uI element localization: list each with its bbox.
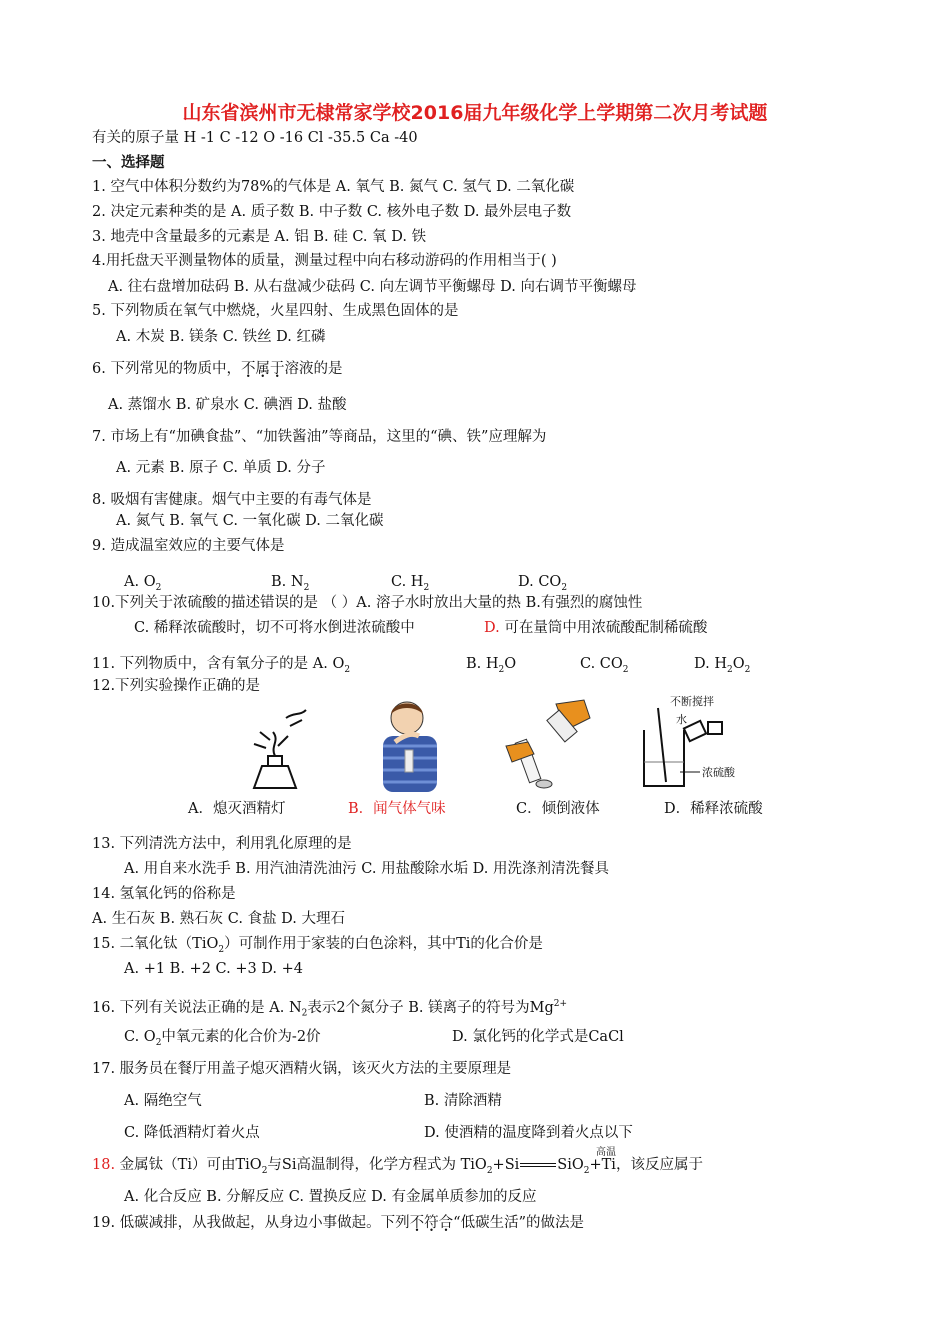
- subscript: 2: [622, 664, 629, 675]
- question-16: [92, 994, 567, 1024]
- question-18-options: A. 化合反应 B. 分解反应 C. 置换反应 D. 有金属单质参加的反应: [124, 1189, 537, 1205]
- option-text: D. CO: [518, 574, 562, 590]
- question-16-option-c: [124, 1027, 321, 1053]
- question-7: 7. 市场上有“加碘食盐”、“加铁酱油”等商品，这里的“碘、铁”应理解为: [92, 429, 547, 445]
- option-text: B. H: [466, 656, 499, 672]
- subscript: 2: [303, 582, 310, 593]
- question-11-option-b: [466, 654, 516, 680]
- subscript: 2: [744, 664, 751, 675]
- question-1: 1. 空气中体积分数约为78%的气体是 A. 氧气 B. 氮气 C. 氢气 D. 二氧化碳: [92, 179, 575, 195]
- question-12-option-d: D．稀释浓硫酸: [664, 801, 763, 817]
- question-text: 金属钛（Ti）可由TiO: [119, 1157, 262, 1173]
- figure-label-stir: 不断搅拌: [670, 695, 714, 708]
- section-heading: 一、选择题: [92, 155, 165, 171]
- question-4-options: A. 往右盘增加砝码 B. 从右盘减少砝码 C. 向左调节平衡螺母 D. 向右调节平衡螺母: [108, 279, 637, 295]
- question-text: 表示2个氮分子 B. 镁离子的符号为Mg: [307, 999, 554, 1016]
- option-text: C. O: [124, 1029, 156, 1045]
- question-text: ）可制作用于家装的白色涂料，其中Ti的化合价是: [224, 936, 543, 952]
- subscript: 2: [301, 1008, 308, 1019]
- question-text: 15. 二氧化钛（TiO: [92, 936, 219, 952]
- pour-liquid-figure: [498, 696, 598, 796]
- question-12-option-b: B．闻气体气味: [348, 801, 446, 817]
- subscript: 2: [218, 944, 225, 955]
- question-9: 9. 造成温室效应的主要气体是: [92, 538, 285, 554]
- option-text: O: [732, 656, 745, 672]
- question-8-options: A. 氮气 B. 氧气 C. 一氧化碳 D. 二氧化碳: [116, 513, 384, 529]
- question-text: +Ti，该反应属于: [589, 1157, 703, 1173]
- question-7-options: A. 元素 B. 原子 C. 单质 D. 分子: [116, 460, 326, 476]
- question-10-option-d: [484, 618, 707, 638]
- subscript: 2: [583, 1165, 590, 1176]
- question-3: 3. 地壳中含量最多的元素是 A. 铝 B. 硅 C. 氧 D. 铁: [92, 229, 427, 245]
- extinguish-lamp-figure: [240, 696, 310, 796]
- option-text: B. N: [271, 574, 304, 590]
- question-number: 18.: [92, 1157, 116, 1173]
- subscript: 2: [423, 582, 430, 593]
- question-text: “低碳生活”的做法是: [453, 1215, 584, 1231]
- question-13: 13. 下列清洗方法中，利用乳化原理的是: [92, 836, 352, 852]
- option-text: D. H: [694, 656, 727, 672]
- question-12-option-a: A．熄灭酒精灯: [188, 801, 286, 817]
- question-15-options: A. +1 B. +2 C. +3 D. +4: [124, 961, 304, 977]
- question-6: [92, 359, 342, 379]
- dilute-acid-figure: [640, 696, 744, 796]
- question-17-option-b: B. 清除酒精: [424, 1093, 502, 1109]
- question-17: 17. 服务员在餐厅用盖子熄灭酒精火锅，该灭火方法的主要原理是: [92, 1061, 512, 1077]
- question-text: 11. 下列物质中，含有氧分子的是 A. O: [92, 656, 345, 672]
- question-14-options: A. 生石灰 B. 熟石灰 C. 食盐 D. 大理石: [92, 911, 346, 927]
- question-11-option-d: [694, 654, 750, 680]
- question-text: +Si: [492, 1157, 520, 1173]
- question-text: 19. 低碳减排，从我做起，从身边小事做起。下列: [92, 1215, 410, 1231]
- option-text: C. H: [391, 574, 424, 590]
- question-2: 2. 决定元素种类的是 A. 质子数 B. 中子数 C. 核外电子数 D. 最外层电子数: [92, 204, 572, 220]
- figure-label-acid: 浓硫酸: [702, 766, 735, 779]
- subscript: 2: [155, 1037, 162, 1048]
- equals-sign: [520, 1163, 556, 1167]
- reaction-condition: 高温: [596, 1147, 616, 1158]
- option-text: O: [504, 656, 517, 672]
- question-5: 5. 下列物质在氧气中燃烧，火星四射、生成黑色固体的是: [92, 303, 459, 319]
- question-15: [92, 934, 543, 960]
- emphasis-char: 符: [424, 1215, 439, 1231]
- option-text-visible: 可在量筒中用浓硫酸配制稀硫酸: [499, 620, 708, 636]
- atomic-mass-line: 有关的原子量 H -1 C -12 O -16 Cl -35.5 Ca -40: [92, 130, 418, 146]
- question-17-option-c: C. 降低酒精灯着火点: [124, 1125, 260, 1141]
- emphasis-char: 合: [438, 1215, 454, 1231]
- question-12: 12.下列实验操作正确的是: [92, 678, 261, 694]
- subscript: 2: [344, 664, 351, 675]
- subscript: 2: [726, 664, 733, 675]
- subscript: 2: [561, 582, 568, 593]
- question-14: 14. 氢氧化钙的俗称是: [92, 886, 236, 902]
- subscript: 2: [498, 664, 505, 675]
- question-text: 与Si高温制得，化学方程式为 TiO: [267, 1157, 487, 1173]
- option-text: C. CO: [580, 656, 623, 672]
- question-4: 4.用托盘天平测量物体的质量，测量过程中向右移动游码的作用相当于( ): [92, 253, 557, 269]
- question-17-option-a: A. 隔绝空气: [124, 1093, 202, 1109]
- question-10-option-c: C. 稀释浓硫酸时，切不可将水倒进浓硫酸中: [134, 620, 415, 636]
- superscript: 2+: [553, 999, 568, 1009]
- question-10: 10.下列关于浓硫酸的描述错误的是 （ ）A. 溶子水时放出大量的热 B.有强烈的腐蚀性: [92, 595, 643, 611]
- question-13-options: A. 用自来水洗手 B. 用汽油清洗油污 C. 用盐酸除水垢 D. 用洗涤剂清洗餐具: [124, 861, 610, 877]
- figure-label-water: 水: [676, 713, 687, 726]
- question-text: 16. 下列有关说法正确的是 A. N: [92, 999, 302, 1016]
- question-6-options: A. 蒸馏水 B. 矿泉水 C. 碘酒 D. 盐酸: [108, 397, 347, 413]
- page-title: 山东省滨州市无棣常家学校2016届九年级化学上学期第二次月考试题: [182, 102, 768, 124]
- question-19: [92, 1213, 584, 1233]
- subscript: 2: [155, 582, 162, 593]
- question-17-option-d: D. 使酒精的温度降到着火点以下: [424, 1125, 633, 1141]
- question-18: [92, 1155, 703, 1181]
- emphasis-char: 属: [255, 361, 270, 377]
- option-text: 中氧元素的化合价为-2价: [161, 1029, 321, 1045]
- question-11-option-c: [580, 654, 629, 680]
- question-16-option-d: D. 氯化钙的化学式是CaCl: [452, 1029, 624, 1045]
- option-text: A. O: [124, 574, 156, 590]
- question-5-options: A. 木炭 B. 镁条 C. 铁丝 D. 红磷: [116, 329, 326, 345]
- subscript: 2: [486, 1165, 493, 1176]
- emphasis-char: 不: [240, 361, 256, 377]
- subscript: 2: [261, 1165, 268, 1176]
- emphasis-char: 不: [409, 1215, 425, 1231]
- question-8: 8. 吸烟有害健康。烟气中主要的有毒气体是: [92, 492, 372, 508]
- question-6-text-a: 6. 下列常见的物质中，: [92, 361, 241, 377]
- option-letter: D.: [484, 620, 500, 636]
- emphasis-char: 于: [269, 361, 285, 377]
- question-12-option-c: C．倾倒液体: [516, 801, 600, 817]
- question-6-text-b: 溶液的是: [284, 361, 343, 377]
- question-text: SiO: [557, 1157, 584, 1173]
- smell-gas-figure: [365, 696, 455, 796]
